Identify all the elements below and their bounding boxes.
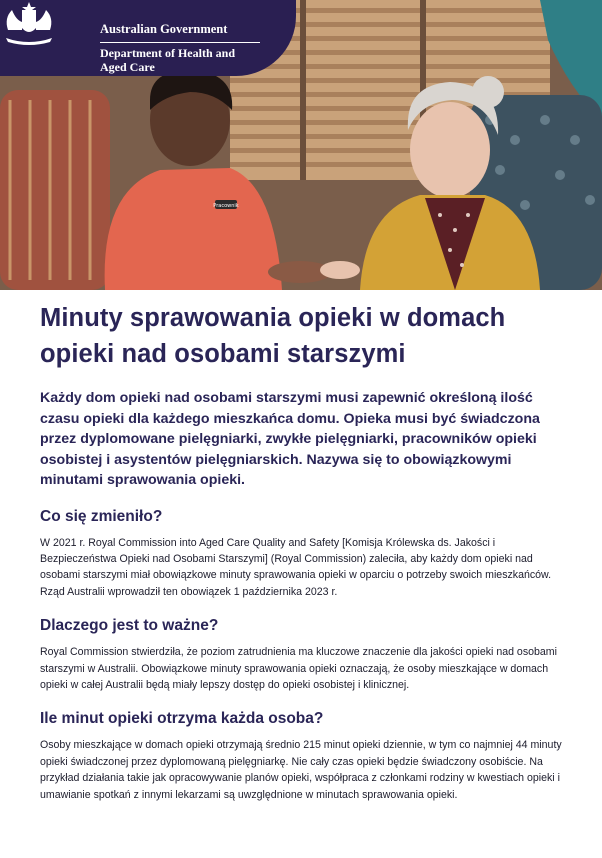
section-body-care-minutes: Osoby mieszkające w domach opieki otrzymają średnio 215 minut opieki dziennie, w tym co najmniej 44 minuty opieki świadczonej przez dyplomowaną pielęgniarkę. Nie cały czas opieki będzie świadczony osobiście. Na przykład działania takie jak opracowywanie planów opieki, współpraca z członkami rodziny w kwestiach opieki i umawianie spotkań z innymi lekarzami są uwzględnione w minutach sprawowania opieki. [40, 739, 562, 801]
section-body-why-important: Royal Commission stwierdziła, że poziom zatrudnienia ma kluczowe znaczenie dla jakości opieki nad osobami starszymi w Australii. Obowiązkowe minuty sprawowania opieki oznaczają, że osoby mieszkające w domach opieki w całej Australii będą miały lepszy dostęp do opieki osobistej i klinicznej. [40, 646, 557, 691]
intro-paragraph: Każdy dom opieki nad osobami starszymi musi zapewnić określoną ilość czasu opieki dla każdego mieszkańca domu. Opieka musi być świadczona przez dyplomowane pielęgniarki, zwykłe pielęgniarki, pracowników opieki osobistej i asystentów pielęgniarskich. Nazywa się to obowiązkowymi minutami sprawowania opieki. [40, 390, 540, 488]
page-title: Minuty sprawowania opieki w domach opieki nad osobami starszymi [40, 304, 506, 368]
section-heading-why-important: Dlaczego jest to ważne? [40, 617, 219, 635]
hero-photo [0, 0, 602, 290]
coat-of-arms-icon [0, 0, 58, 46]
section-heading-care-minutes: Ile minut opieki otrzyma każda osoba? [40, 710, 324, 728]
government-banner [0, 0, 296, 76]
government-name: Australian Government [100, 22, 228, 36]
section-body-what-changed: W 2021 r. Royal Commission into Aged Care Quality and Safety [Komisja Królewska ds. Jakości i Bezpieczeństwa Opieki nad Osobami Starszymi] (Royal Commission) zaleciła, aby każdy dom opieki nad osobami starszymi miał obowiązkowe minuty sprawowania opieki w oparciu o potrzeby swoich mieszkańców. Rząd Australii wprowadził ten obowiązek 1 października 2023 r. [40, 536, 552, 598]
department-name: Department of Health and Aged Care [100, 42, 260, 74]
staff-badge: Pracownik [213, 203, 239, 209]
section-heading-what-changed: Co się zmieniło? [40, 507, 163, 525]
document-body [40, 300, 570, 803]
